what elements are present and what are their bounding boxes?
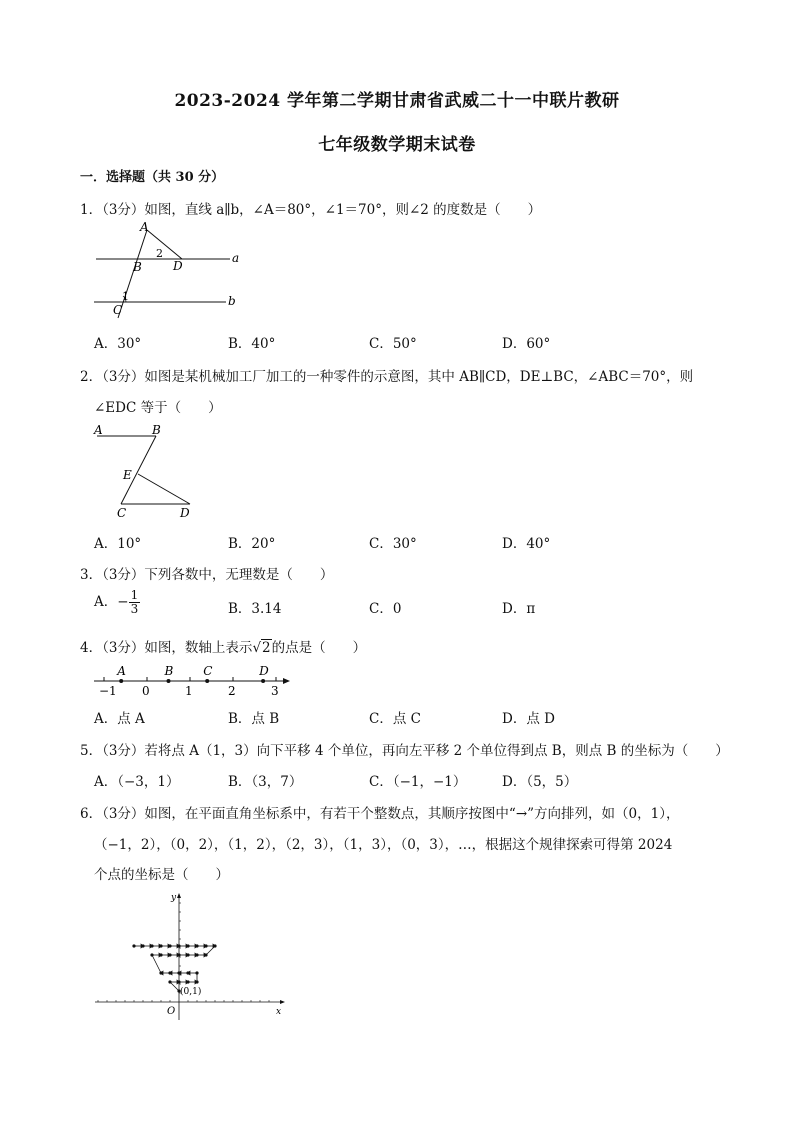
q4-option-b[interactable]: B．点 B [228,711,280,727]
exam-title-line1: 2023-2024 学年第二学期甘肃省武威二十一中联片教研 [174,91,620,111]
exam-title-line2: 七年级数学期末试卷 [318,135,476,155]
point-a [119,679,123,683]
q4-option-c[interactable]: C．点 C [369,711,421,727]
q1-option-a[interactable]: A．30° [94,336,142,352]
path-connector [206,946,215,955]
fraction [129,589,141,616]
tick-label: 1 [185,684,193,698]
q5-option-c[interactable]: C．（−1，−1） [369,774,467,790]
question-2-figure [92,422,202,522]
point-label: C [203,664,213,678]
q3-option-b[interactable]: B．3.14 [228,601,282,617]
label-2: 2 [156,247,163,260]
point-c [205,679,209,683]
axis-arrow [283,678,290,684]
q2-option-a[interactable]: A．10° [94,536,142,552]
label-B: B [133,260,142,274]
question-2-text-line2: ∠EDC 等于（ ） [94,400,222,416]
x-axis-arrow [280,1000,285,1004]
question-6-text-line1: 6．（3分）如图，在平面直角坐标系中，有若干个整数点，其顺序按图中“→”方向排列，如（0，1）， [80,806,680,822]
segment-AC [118,230,147,318]
square-root: √2 [252,640,271,656]
label-A: A [94,423,103,437]
q1-option-b[interactable]: B．40° [228,336,276,352]
q4-text-before: 4．（3分）如图，数轴上表示 [80,640,253,656]
tick-label: 2 [228,684,236,698]
label-a: a [232,251,240,265]
q4-option-a[interactable]: A．点 A [94,711,145,727]
label-1: 1 [122,290,129,303]
label-C: C [117,506,127,520]
segment-AD [147,230,182,259]
q2-option-d[interactable]: D．40° [502,536,551,552]
question-6-text-line2: （−1，2），（0，2），（1，2），（2，3），（1，3），（0，3），…，根据这个规律探索可得第 2024 [94,837,673,853]
q3-option-a-sign: − [117,594,129,610]
q3-option-d[interactable]: D．π [502,601,536,617]
label-D: D [180,506,190,520]
question-6-text-line3: 个点的坐标是（ ） [94,867,229,883]
q5-option-d[interactable]: D．（5，5） [502,774,578,790]
fraction-numerator: 1 [130,588,139,602]
q5-option-b[interactable]: B．（3，7） [228,774,303,790]
question-5-text: 5．（3分）若将点 A（1，3）向下平移 4 个单位，再向左平移 2 个单位得到点 B，则点 B 的坐标为（ ） [80,743,729,759]
point-b [167,679,171,683]
number-line-figure [90,660,300,700]
q3-option-c[interactable]: C．0 [369,601,402,617]
label-O: O [167,1006,176,1017]
point-label: D [259,664,269,678]
label-E: E [123,468,132,482]
path-connector [152,955,161,973]
question-3-text: 3．（3分）下列各数中，无理数是（ ） [80,567,334,583]
label-start: (0,1) [180,987,202,997]
point-label: B [164,664,174,678]
point-label: A [117,664,126,678]
q3-option-a-prefix: A． [94,594,118,610]
y-axis-arrow [177,893,181,898]
tick-label: 0 [142,684,150,698]
section-heading: 一．选择题（共 30 分） [80,170,225,185]
label-B: B [152,423,161,437]
label-C: C [113,303,123,317]
q1-option-c[interactable]: C．50° [369,336,417,352]
label-D: D [173,259,183,273]
radicand: 2 [262,640,271,656]
label-b: b [228,294,236,308]
question-2-text-line1: 2．（3分）如图是某机械加工厂加工的一种零件的示意图，其中 AB∥CD，DE⊥BC，∠ABC＝70°，则 [80,369,694,385]
q4-text-after: 的点是（ ） [271,640,367,656]
q5-option-a[interactable]: A．（−3，1） [94,774,180,790]
question-1-text: 1．（3分）如图，直线 a∥b，∠A＝80°，∠1＝70°，则∠2 的度数是（ ） [80,202,542,218]
q4-option-d[interactable]: D．点 D [502,711,555,727]
q2-option-b[interactable]: B．20° [228,536,276,552]
label-A: A [140,220,149,234]
q2-option-c[interactable]: C．30° [369,536,417,552]
fraction-denominator: 3 [130,602,139,616]
tick-label: −1 [99,684,117,698]
point-d [261,679,265,683]
label-x: x [276,1007,282,1017]
coordinate-grid-figure [92,890,292,1025]
label-y: y [171,893,177,903]
tick-label: 3 [271,684,279,698]
question-1-figure [90,220,250,320]
q1-option-d[interactable]: D．60° [502,336,551,352]
question-4-text [80,636,366,656]
q3-option-a[interactable] [94,589,140,616]
segment-ED [138,474,190,504]
